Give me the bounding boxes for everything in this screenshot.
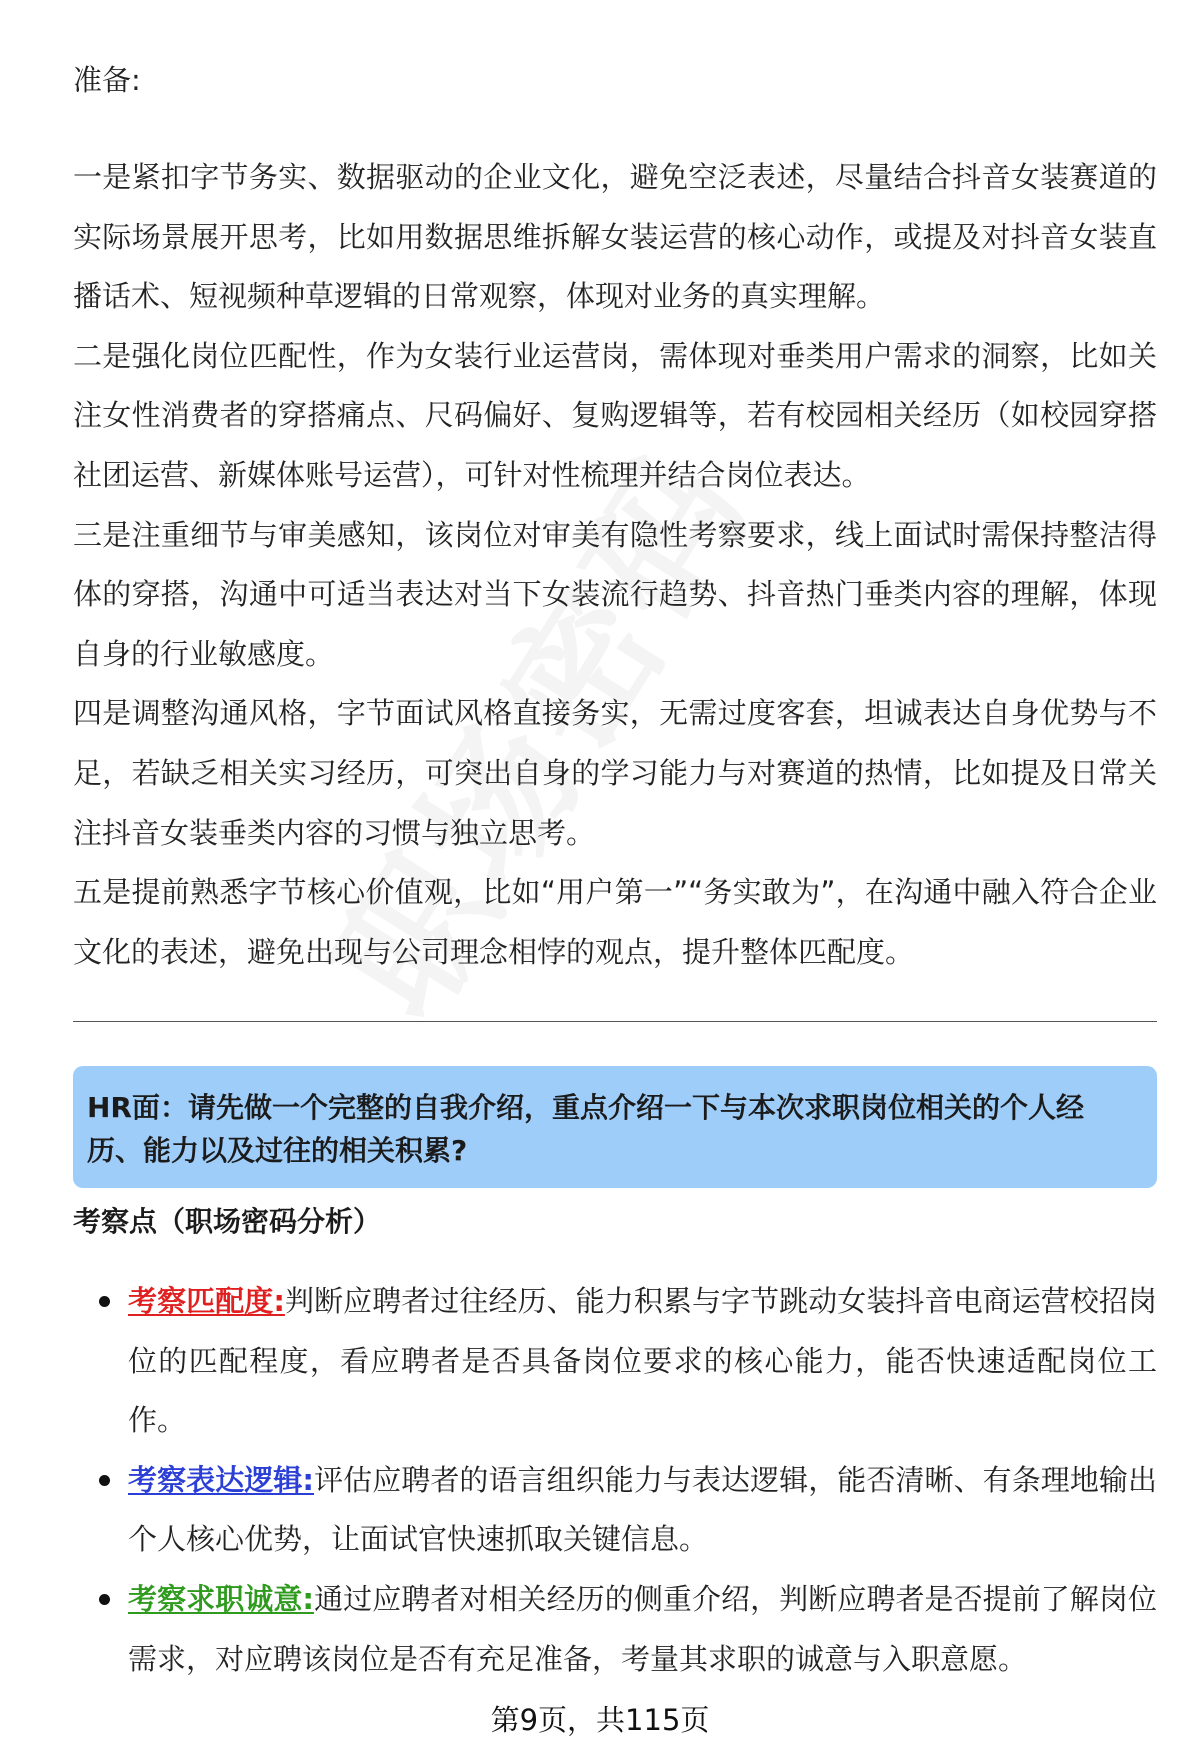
bullet-dot-icon [99, 1594, 110, 1605]
prep-paragraph-2: 二是强化岗位匹配性，作为女装行业运营岗，需体现对垂类用户需求的洞察，比如关注女性消费者的穿搭痛点、尺码偏好、复购逻辑等，若有校园相关经历（如校园穿搭社团运营、新媒体账号运营），可针对性梳理并结合岗位表达。 [73, 338, 1157, 492]
prep-paragraph-1: 一是紧扣字节务实、数据驱动的企业文化，避免空泛表述，尽量结合抖音女装赛道的实际场景展开思考，比如用数据思维拆解女装运营的核心动作，或提及对抖音女装直播话术、短视频种草逻辑的日常观察，体现对业务的真实理解。 [73, 160, 1157, 314]
bullet-dot-icon [99, 1296, 110, 1307]
list-item [73, 1272, 1157, 1451]
list-item [73, 1570, 1157, 1689]
analysis-list [73, 1272, 1157, 1689]
bullet-dot-icon [99, 1475, 110, 1486]
item-text: 评估应聘者的语言组织能力与表达逻辑，能否清晰、有条理地输出个人核心优势，让面试官快速抓取关键信息。 [128, 1462, 1157, 1557]
item-text: 通过应聘者对相关经历的侧重介绍，判断应聘者是否提前了解岗位需求，对应聘该岗位是否有充足准备，考量其求职的诚意与入职意愿。 [128, 1581, 1157, 1676]
tag-logic: 考察表达逻辑: [128, 1462, 315, 1497]
prep-paragraph-3: 三是注重细节与审美感知，该岗位对审美有隐性考察要求，线上面试时需保持整洁得体的穿搭，沟通中可适当表达对当下女装流行趋势、抖音热门垂类内容的理解，体现自身的行业敏感度。 [73, 517, 1157, 671]
prep-paragraph-5: 五是提前熟悉字节核心价值观，比如“用户第一”“务实敢为”，在沟通中融入符合企业文化的表述，避免出现与公司理念相悖的观点，提升整体匹配度。 [73, 875, 1157, 969]
tag-match: 考察匹配度: [128, 1284, 285, 1318]
page-number: 第9页，共115页 [490, 1703, 710, 1737]
analysis-title: 考察点（职场密码分析） [73, 1205, 382, 1238]
question-callout [73, 1066, 1157, 1188]
tag-sincerity: 考察求职诚意: [128, 1581, 315, 1616]
prep-paragraph-4: 四是调整沟通风格，字节面试风格直接务实，无需过度客套，坦诚表达自身优势与不足，若缺乏相关实习经历，可突出自身的学习能力与对赛道的热情，比如提及日常关注抖音女装垂类内容的习惯与独立思考。 [73, 696, 1157, 850]
question-text: HR面：请先做一个完整的自我介绍，重点介绍一下与本次求职岗位相关的个人经历、能力以及过往的相关积累? [87, 1091, 1084, 1167]
section-divider [73, 1021, 1157, 1022]
list-item [73, 1451, 1157, 1570]
item-text: 判断应聘者过往经历、能力积累与字节跳动女装抖音电商运营校招岗位的匹配程度，看应聘者是否具备岗位要求的核心能力，能否快速适配岗位工作。 [128, 1284, 1157, 1438]
prep-title: 准备: [73, 63, 141, 97]
prep-section [73, 58, 1157, 982]
